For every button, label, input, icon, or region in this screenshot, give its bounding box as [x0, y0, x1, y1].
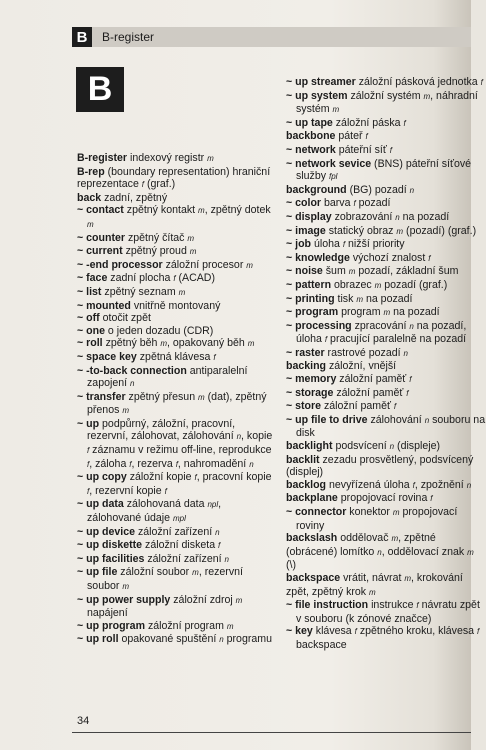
entry-definition: podpůrný, záložní, pracovní, rezervní, zálohovat, zálohování: [87, 417, 237, 443]
entry-term: up facilities: [86, 552, 145, 565]
grammar-label: f: [342, 240, 346, 250]
dictionary-subentry: [286, 506, 486, 532]
grammar-label: m: [189, 247, 197, 257]
dictionary-entry: [77, 166, 275, 192]
entry-term: up copy: [86, 471, 127, 484]
entry-term: up power supply: [86, 593, 171, 606]
entry-definition: (displeje): [394, 440, 441, 453]
dictionary-entry: [77, 152, 275, 166]
page-number: 34: [77, 715, 90, 727]
grammar-label: n: [403, 348, 408, 358]
entry-definition: zpětný přesun: [125, 390, 199, 403]
entry-definition: (BNS) páteřní síťové služby: [296, 157, 472, 183]
entry-definition: pozadí (graf.): [381, 278, 448, 291]
grammar-label: n: [395, 212, 400, 222]
dictionary-subentry: [77, 391, 275, 418]
grammar-label: n: [409, 185, 415, 195]
grammar-label: m: [192, 568, 199, 578]
entry-definition: , náhradní systém: [296, 89, 478, 116]
grammar-label: f: [365, 132, 368, 142]
entry-definition: zálohovaná data: [123, 498, 208, 511]
section-letter: B: [76, 67, 124, 112]
entry-term: off: [86, 312, 100, 325]
header-title: B-register: [102, 30, 155, 44]
dictionary-subentry: [286, 90, 486, 117]
entry-definition: zpětný proud: [122, 245, 190, 258]
grammar-label: f: [164, 486, 167, 496]
grammar-label: f: [194, 473, 197, 483]
dictionary-subentry: [77, 539, 275, 553]
entry-term: backlog: [286, 478, 327, 491]
grammar-label: m: [391, 534, 399, 544]
dictionary-subentry: [286, 76, 486, 90]
dictionary-entry: [286, 532, 486, 572]
dictionary-subentry: [77, 337, 275, 351]
grammar-label: f: [416, 601, 419, 611]
entry-term: up diskette: [86, 539, 143, 552]
entry-definition: (dat), zpětný přenos: [87, 390, 267, 417]
entry-definition: zpětného kroku, klávesa: [356, 625, 478, 638]
dictionary-entry: [286, 572, 486, 599]
dictionary-subentry: [286, 306, 486, 320]
dictionary-subentry: [286, 373, 486, 387]
grammar-label: n: [224, 554, 229, 564]
entry-term: knowledge: [295, 251, 350, 264]
grammar-label: m: [383, 308, 391, 318]
header-letter-box: B: [72, 27, 92, 47]
grammar-label: m: [247, 339, 255, 349]
grammar-label: m: [348, 267, 356, 277]
dictionary-subentry: [286, 117, 486, 131]
entry-term: connector: [295, 506, 347, 518]
grammar-label: m: [423, 91, 431, 101]
entry-definition: záznamu v režimu off-line, reprodukce: [89, 444, 272, 457]
entry-definition: vrátit, návrat: [340, 571, 405, 584]
grammar-label: f: [477, 627, 480, 637]
bottom-rule: [72, 732, 471, 733]
dictionary-subentry: [77, 351, 275, 365]
entry-term: contact: [86, 204, 124, 217]
entry-definition: , oddělovací znak: [381, 545, 468, 558]
grammar-label: m: [87, 219, 94, 229]
dictionary-subentry: [286, 238, 486, 252]
dictionary-entry: [286, 440, 486, 454]
grammar-label: m: [226, 621, 234, 631]
entry-definition: záložní zařízení: [144, 552, 225, 565]
entry-term: backbone: [286, 130, 336, 143]
dictionary-subentry: [286, 279, 486, 293]
entry-term: background: [286, 183, 347, 196]
grammar-label: f: [354, 627, 357, 637]
dictionary-subentry: [286, 265, 486, 279]
entry-term: up roll: [86, 633, 119, 646]
entry-definition: výchozí znalost: [349, 251, 429, 264]
dictionary-subentry: [286, 599, 486, 625]
grammar-label: m: [187, 233, 195, 243]
entry-term: face: [86, 272, 108, 285]
dictionary-entry: [286, 454, 486, 479]
entry-term: color: [295, 197, 322, 210]
entry-definition: nevyřízená úloha: [326, 478, 413, 491]
entry-term: key: [295, 625, 313, 638]
entry-definition: (graf.): [144, 178, 176, 191]
entry-definition: , rezervní kopie: [89, 484, 165, 497]
dictionary-subentry: [77, 526, 275, 540]
dictionary-subentry: [77, 204, 275, 231]
dictionary-subentry: [77, 566, 275, 593]
entry-definition: na pozadí: [363, 292, 413, 305]
grammar-label: m: [369, 587, 376, 597]
dictionary-subentry: [77, 312, 275, 325]
entry-definition: nižší priority: [345, 238, 405, 251]
entry-definition: úloha: [311, 238, 343, 251]
entry-term: raster: [295, 346, 325, 359]
entry-definition: , záloha: [89, 457, 130, 470]
entry-definition: záložní program: [145, 619, 227, 632]
entry-term: network sevice: [295, 157, 372, 170]
dictionary-subentry: [77, 272, 275, 286]
dictionary-entry: [286, 130, 486, 144]
grammar-label: m: [396, 226, 404, 236]
entry-definition: oddělovač: [337, 532, 392, 545]
grammar-label: f: [409, 375, 412, 385]
grammar-label: m: [356, 294, 364, 304]
entry-definition: záložní kopie: [126, 471, 195, 484]
entry-term: display: [295, 210, 332, 223]
dictionary-subentry: [77, 620, 275, 634]
grammar-label: f: [393, 402, 397, 412]
dictionary-subentry: [77, 325, 275, 338]
grammar-label: m: [198, 392, 205, 402]
dictionary-subentry: [77, 498, 275, 525]
entry-term: B-register: [77, 152, 128, 164]
entry-definition: , zpětné (obrácené) lomítko: [286, 532, 436, 558]
entry-definition: záložní zařízení: [135, 525, 216, 538]
dictionary-subentry: [286, 387, 486, 401]
dictionary-subentry: [286, 197, 486, 211]
entry-definition: (boundary representation) hraniční reprezentace: [77, 165, 271, 191]
entry-definition: návratu zpět v souboru (k zónové značce): [296, 599, 480, 625]
entry-term: program: [295, 306, 339, 319]
grammar-label: m: [467, 547, 474, 557]
dictionary-subentry: [286, 414, 486, 440]
entry-definition: záložní soubor: [117, 566, 193, 579]
grammar-label: m: [392, 508, 400, 517]
entry-definition: zadní plocha: [107, 272, 174, 285]
dictionary-subentry: [286, 225, 486, 239]
grammar-label: f: [175, 459, 178, 469]
grammar-label: m: [404, 573, 412, 583]
grammar-label: f: [129, 459, 132, 469]
entry-definition: barva: [321, 197, 354, 210]
entry-definition: , kopie: [241, 430, 273, 443]
entry-definition: program: [338, 306, 384, 319]
entry-term: up tape: [295, 116, 333, 129]
grammar-label: m: [198, 206, 205, 216]
entry-term: up: [86, 417, 100, 430]
entry-term: counter: [86, 231, 125, 244]
dictionary-subentry: [77, 553, 275, 567]
entry-definition: záložní pásková jednotka: [355, 76, 481, 88]
entry-term: noise: [295, 265, 323, 278]
grammar-label: f: [213, 352, 216, 362]
dictionary-subentry: [286, 625, 486, 651]
grammar-label: n: [377, 547, 382, 557]
entry-definition: statický obraz: [325, 224, 397, 237]
entry-definition: zpětný čítač: [125, 231, 188, 244]
grammar-label: m: [246, 260, 253, 270]
dictionary-subentry: [77, 245, 275, 259]
grammar-label: n: [409, 321, 414, 331]
entry-term: backslash: [286, 532, 338, 545]
grammar-label: fpl: [328, 172, 338, 182]
entry-definition: záložní systém: [347, 89, 424, 102]
entry-definition: páteř: [335, 130, 366, 143]
entry-term: current: [86, 245, 123, 258]
dictionary-entry: [286, 479, 486, 493]
entry-definition: , rezerva: [131, 457, 176, 470]
grammar-label: f: [87, 486, 90, 496]
grammar-label: f: [403, 118, 406, 128]
dictionary-subentry: [77, 232, 275, 246]
entry-definition: zadní, zpětný: [101, 191, 168, 204]
dictionary-subentry: [77, 286, 275, 300]
entry-definition: zpětný běh: [102, 337, 161, 350]
entry-definition: zobrazování: [331, 210, 396, 223]
entry-definition: (pozadí) (graf.): [403, 224, 477, 237]
entry-term: up device: [86, 525, 136, 538]
grammar-label: f: [141, 180, 145, 190]
dictionary-subentry: [286, 400, 486, 414]
entry-definition: zpracování: [351, 319, 410, 332]
entry-definition: zálohování: [367, 413, 425, 426]
entry-definition: , nahromadění: [177, 457, 250, 470]
dictionary-subentry: [286, 211, 486, 225]
dictionary-subentry: [77, 418, 275, 471]
entry-term: up system: [295, 89, 348, 102]
grammar-label: m: [178, 287, 186, 297]
entry-definition: otočit zpět: [99, 312, 151, 325]
grammar-label: mpl: [173, 514, 186, 524]
entry-definition: záložní paměť: [336, 373, 410, 386]
grammar-label: m: [374, 280, 382, 290]
entry-term: printing: [295, 292, 335, 305]
dictionary-subentry: [286, 144, 486, 158]
grammar-label: m: [332, 105, 340, 115]
entry-definition: šum: [322, 265, 349, 278]
dictionary-subentry: [286, 320, 486, 347]
entry-definition: záložní, vnější: [326, 360, 397, 373]
entry-definition: programu: [223, 633, 272, 646]
entry-definition: podsvícení: [332, 440, 390, 453]
entry-definition: , zpětný dotek: [204, 204, 271, 217]
grammar-label: m: [160, 339, 168, 349]
dictionary-subentry: [77, 365, 275, 391]
dictionary-subentry: [286, 293, 486, 307]
entry-term: backspace: [286, 571, 341, 584]
entry-term: backplane: [286, 492, 338, 505]
entry-definition: tisk: [334, 292, 357, 305]
dictionary-subentry: [77, 300, 275, 313]
grammar-label: f: [218, 541, 221, 551]
entry-term: mounted: [86, 299, 131, 312]
grammar-label: f: [428, 253, 431, 263]
entry-definition: (BG) pozadí: [346, 183, 410, 196]
entry-term: roll: [86, 337, 103, 350]
entry-term: list: [86, 285, 102, 298]
grammar-label: n: [466, 480, 472, 490]
grammar-label: m: [207, 154, 214, 163]
entry-term: store: [295, 400, 322, 413]
entry-term: space key: [86, 350, 137, 363]
entry-term: transfer: [86, 390, 126, 403]
entry-definition: na pozadí: [390, 306, 440, 319]
entry-definition: záložní paměť: [333, 386, 407, 399]
dictionary-subentry: [77, 633, 275, 647]
entry-definition: na pozadí: [399, 210, 450, 223]
grammar-label: f: [406, 388, 409, 398]
entry-term: back: [77, 191, 102, 204]
dictionary-subentry: [77, 594, 275, 620]
entry-definition: o jeden dozadu (CDR): [104, 324, 214, 337]
entry-term: backlit: [286, 453, 320, 466]
entry-definition: konektor: [346, 506, 393, 518]
entry-definition: zezadu prosvětlený, podsvícený (displej): [286, 453, 474, 479]
entry-definition: na pozadí, úloha: [296, 319, 467, 346]
entry-term: backing: [286, 360, 327, 373]
entry-definition: souboru na disk: [296, 413, 486, 440]
entry-definition: , rezervní soubor: [87, 566, 243, 592]
entry-definition: backspace: [296, 638, 347, 651]
entry-term: processing: [295, 319, 352, 332]
entry-definition: rastrové pozadí: [324, 346, 404, 359]
grammar-label: f: [324, 335, 328, 345]
dictionary-entry: [286, 360, 486, 373]
grammar-label: n: [130, 379, 135, 389]
grammar-label: n: [424, 415, 430, 425]
entry-definition: záložní páska: [332, 116, 404, 129]
entry-term: up file: [86, 566, 118, 579]
entry-term: image: [295, 224, 326, 237]
dictionary-entry: [286, 492, 486, 506]
entry-definition: vnitřně montovaný: [130, 299, 221, 312]
entry-definition: zpětný kontakt: [123, 204, 199, 217]
entry-definition: antiparalelní zapojení: [87, 364, 248, 390]
entry-definition: opakované spuštění: [118, 633, 220, 646]
entry-definition: , opakovaný běh: [167, 337, 248, 350]
entry-definition: propojovací roviny: [296, 506, 458, 532]
entry-term: file instruction: [295, 599, 369, 612]
dictionary-subentry: [286, 347, 486, 361]
entry-definition: , zálohované údaje: [87, 498, 222, 525]
entry-definition: pozadí, základní šum: [355, 265, 459, 278]
grammar-label: n: [219, 635, 224, 645]
grammar-label: f: [87, 446, 90, 456]
entry-definition: instrukce: [368, 599, 417, 612]
grammar-label: f: [353, 199, 356, 209]
grammar-label: f: [412, 480, 415, 490]
entry-term: network: [295, 143, 336, 156]
dictionary-subentry: [286, 158, 486, 184]
dictionary-subentry: [77, 471, 275, 498]
entry-term: -end processor: [86, 258, 163, 271]
entry-definition: záložní paměť: [321, 400, 394, 413]
entry-definition: obrazec: [331, 278, 375, 291]
entry-definition: zpětný seznam: [101, 285, 179, 298]
entry-definition: , krokování zpět, zpětný krok: [286, 571, 463, 598]
entry-definition: , zpožnění: [414, 478, 467, 491]
grammar-label: f: [173, 274, 176, 284]
entry-term: memory: [295, 373, 337, 386]
dictionary-subentry: [77, 259, 275, 273]
entry-definition: propojovací rovina: [337, 492, 431, 505]
entry-term: pattern: [295, 278, 332, 291]
entry-definition: záložní zdroj: [170, 593, 236, 606]
entry-term: one: [86, 324, 105, 337]
grammar-label: f: [389, 145, 393, 155]
entry-definition: klávesa: [312, 625, 355, 638]
entry-term: up program: [86, 619, 145, 632]
entry-term: up streamer: [295, 76, 356, 88]
grammar-label: f: [430, 494, 433, 504]
right-column: [286, 76, 486, 652]
entry-definition: páteřní síť: [335, 143, 390, 156]
grammar-label: m: [122, 582, 130, 591]
grammar-label: n: [236, 432, 242, 442]
entry-definition: napájení: [87, 607, 128, 620]
entry-definition: záložní disketa: [142, 539, 219, 552]
entry-definition: pozadí: [355, 197, 391, 210]
entry-definition: pracující paralelně na pozadí: [327, 333, 467, 346]
entry-definition: zpětná klávesa: [136, 350, 214, 363]
entry-definition: (\): [286, 559, 296, 572]
entry-term: B-rep: [77, 165, 105, 178]
entry-definition: záložní procesor: [162, 258, 247, 271]
entry-term: up data: [86, 498, 124, 511]
grammar-label: f: [87, 459, 90, 469]
entry-term: backlight: [286, 440, 333, 453]
entry-term: -to-back connection: [86, 364, 187, 377]
grammar-label: f: [480, 78, 483, 87]
dictionary-entry: [77, 192, 275, 205]
grammar-label: m: [122, 406, 130, 416]
dictionary-entry: [286, 184, 486, 198]
entry-term: storage: [295, 386, 334, 399]
entry-definition: indexový registr: [127, 152, 208, 164]
left-column: [77, 152, 275, 647]
grammar-label: n: [389, 442, 395, 452]
entry-definition: , pracovní kopie: [196, 471, 272, 484]
entry-term: job: [295, 238, 312, 251]
entry-term: up file to drive: [295, 413, 368, 426]
grammar-label: npl: [207, 500, 219, 510]
grammar-label: m: [235, 595, 243, 605]
dictionary-subentry: [286, 252, 486, 266]
grammar-label: n: [249, 459, 254, 469]
grammar-label: n: [215, 527, 220, 537]
running-header: [72, 27, 471, 47]
entry-definition: (ACAD): [175, 272, 215, 285]
